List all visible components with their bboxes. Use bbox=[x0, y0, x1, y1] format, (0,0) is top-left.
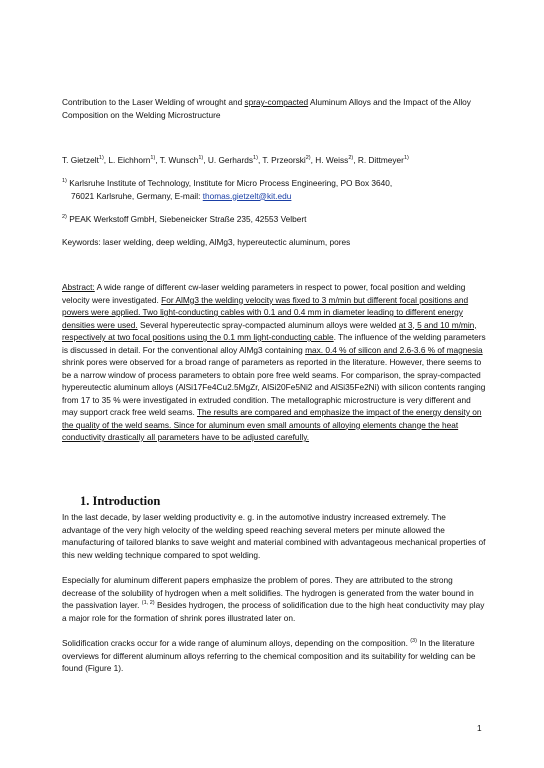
affiliation-1-line1: Karlsruhe Institute of Technology, Institute for Micro Process Engineering, PO Box 3640, bbox=[69, 178, 393, 188]
keywords: Keywords: laser welding, deep welding, AlMg3, hypereutectic aluminum, pores bbox=[62, 237, 351, 247]
affiliation-2 bbox=[62, 213, 486, 226]
title-text: Contribution to the Laser Welding of wrought and bbox=[62, 97, 245, 107]
author: T. Gietzelt$^{1)}$ bbox=[62, 155, 104, 165]
title-underlined-text: spray-compacted bbox=[244, 97, 309, 107]
intro-paragraph-2: Especially for aluminum different papers emphasize the problem of pores. They are attributed to the strong decrease of the solubility of hydrogen when a melt solidifies. The hydrogen is generated from the water bound in the passivation layer. $^{(1, 2)}$ Besides hydrogen, the process of solidification due to the high heat conductivity may play a major role for the formation of shrink pores illustrated later on. bbox=[62, 575, 485, 623]
page-number: 1 bbox=[477, 723, 482, 733]
abstract-label: Abstract: bbox=[62, 282, 95, 292]
citation-ref: (1, 2) bbox=[141, 600, 155, 607]
affiliation-1-line2: 76021 Karlsruhe, Germany, E-mail: bbox=[71, 190, 203, 201]
author-list: T. Gietzelt$^{1)}$, L. Eichhorn$^{1)}$, T. Wunsch$^{1)}$, U. Gerhards$^{1)}$, T. Przeorski$^{2)}$, H. Weiss$^{2)}$, R. Dittmeyer$^{1)}$ bbox=[62, 155, 409, 165]
author: H. Weiss$^{2)}$ bbox=[315, 155, 354, 165]
author: T. Przeorski$^{2)}$ bbox=[262, 155, 311, 165]
affiliation-1-marker: 1) bbox=[62, 178, 67, 185]
author: R. Dittmeyer$^{1)}$ bbox=[357, 155, 409, 165]
author: T. Wunsch$^{1)}$ bbox=[159, 155, 204, 165]
citation-ref: (3) bbox=[410, 638, 417, 645]
author: U. Gerhards$^{1)}$ bbox=[207, 155, 258, 165]
author: L. Eichhorn$^{1)}$ bbox=[108, 155, 156, 165]
email-link[interactable]: thomas.gietzelt@kit.edu bbox=[202, 190, 292, 201]
section-heading-introduction: 1. Introduction bbox=[80, 494, 161, 508]
paper-title bbox=[62, 96, 486, 121]
affiliation-2-text: PEAK Werkstoff GmbH, Siebeneicker Straße 235, 42553 Velbert bbox=[69, 214, 307, 224]
title-text-end: Aluminum Alloys and the Impact of the Alloy Composition on the Welding Microstructure bbox=[62, 97, 471, 120]
abstract: Abstract: A wide range of different cw-laser welding parameters in respect to power, focal position and welding velocity were investigated. For AlMg3 the welding velocity was fixed to 3 m/min but different focal positions and powers were applied. Two light-conducting cables with 0.1 and 0.4 mm in diameter leading to different energy densities were used. Several hypereutectic spray-compacted aluminum alloys were welded at 3, 5 and 10 m/min, respectively at two focal positions using the 0.1 mm light-conducting cable. The influence of the welding parameters is discussed in detail. For the conventional alloy AlMg3 containing max. 0.4 % of silicon and 2.6-3.6 % of magnesia shrink pores were observed for a broad range of parameters as reported in the literature. However, there seems to be a narrow window of process parameters to obtain pore free weld seams. For comparison, the spray-compacted hypereutectic aluminum alloys (AlSi17Fe4Cu2.5MgZr, AlSi20Fe5Ni2 and AlSi35Fe2Ni) with silicon contents ranging from 17 to 35 % were investigated in extruded condition. The metallographic microstructure is very different and may support crack free weld seams. The results are compared and emphasize the impact of the energy density on the quality of the weld seams. Since for aluminum even small amounts of alloying elements change the heat conductivity drastically all parameters have to be adjusted carefully. bbox=[62, 282, 486, 442]
affiliation-1 bbox=[62, 177, 486, 202]
affiliation-2-marker: 2) bbox=[62, 214, 67, 221]
intro-paragraph-1: In the last decade, by laser welding productivity e. g. in the automotive industry increased extremely. The advantage of the very high velocity of the welding speed reaching several meters per minute allowed the manufacturing of tailored blanks to save weight and material combined with advantageous mechanical properties of this new welding technique compared to spot welding. bbox=[62, 512, 486, 560]
intro-paragraph-3: Solidification cracks occur for a wide range of aluminum alloys, depending on the composition. $^{(3)}$ In the literature overviews for different aluminum alloys referring to the chemical composition and its suitability for welding can be found (Figure 1). bbox=[62, 638, 476, 673]
